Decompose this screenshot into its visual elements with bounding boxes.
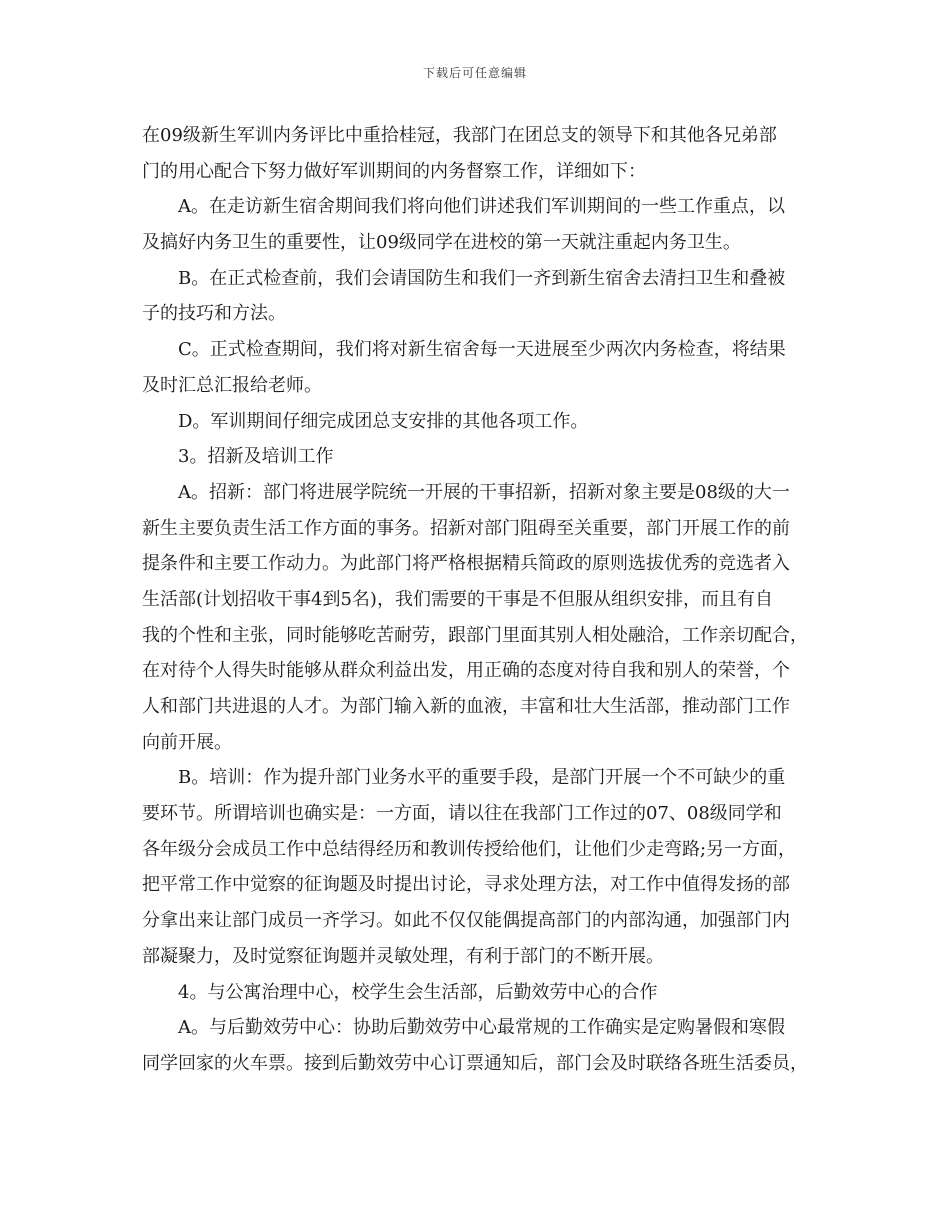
body-text bbox=[142, 118, 814, 1082]
text-line: 要环节。所谓培训也确实是：一方面，请以往在我部门工作过的07、08级同学和 bbox=[142, 803, 782, 825]
text-line: B。培训：作为提升部门业务水平的重要手段，是部门开展一个不可缺少的重 bbox=[178, 767, 786, 789]
text-line: 提条件和主要工作动力。为此部门将严格根据精兵简政的原则选拔优秀的竞选者入 bbox=[142, 553, 790, 575]
text-line: 4。与公寓治理中心，校学生会生活部，后勤效劳中心的合作 bbox=[178, 981, 658, 1003]
text-line: A。在走访新生宿舍期间我们将向他们讲述我们军训期间的一些工作重点，以 bbox=[178, 196, 785, 218]
text-line: B。在正式检查前，我们会请国防生和我们一齐到新生宿舍去清扫卫生和叠被 bbox=[178, 267, 786, 289]
text-line: 向前开展。 bbox=[142, 731, 232, 753]
text-line: 及搞好内务卫生的重要性，让09级同学在进校的第一天就注重起内务卫生。 bbox=[142, 232, 741, 254]
text-line: D。军训期间仔细完成团总支安排的其他各项工作。 bbox=[178, 410, 589, 432]
text-line: 人和部门共进退的人才。为部门输入新的血液，丰富和壮大生活部，推动部门工作 bbox=[142, 696, 790, 717]
text-line: A。招新：部门将进展学院统一开展的干事招新，招新对象主要是08级的大一 bbox=[178, 481, 790, 503]
text-line: 分拿出来让部门成员一齐学习。如此不仅仅能偶提高部门的内部沟通，加强部门内 bbox=[142, 910, 790, 932]
page-header: 下载后可任意编辑 bbox=[422, 66, 527, 80]
text-line: 把平常工作中觉察的征询题及时提出讨论，寻求处理方法，对工作中值得发扬的部 bbox=[142, 874, 790, 896]
text-line: 及时汇总汇报给老师。 bbox=[142, 374, 322, 396]
text-line: 各年级分会成员工作中总结得经历和教训传授给他们，让他们少走弯路;另一方面， bbox=[142, 838, 797, 860]
text-line: 在对待个人得失时能够从群众利益出发，用正确的态度对待自我和别人的荣誉，个 bbox=[142, 660, 790, 682]
text-line: 生活部(计划招收干事4到5名)，我们需要的干事是不但服从组织安排，而且有自 bbox=[142, 588, 773, 610]
text-line: 在09级新生军训内务评比中重拾桂冠，我部门在团总支的领导下和其他各兄弟部 bbox=[142, 125, 777, 146]
text-line: 我的个性和主张，同时能够吃苦耐劳，跟部门里面其别人相处融洽，工作亲切配合， bbox=[142, 624, 808, 646]
text-line: 子的技巧和方法。 bbox=[142, 303, 286, 325]
text-line: 新生主要负责生活工作方面的事务。招新对部门阻碍至关重要，部门开展工作的前 bbox=[142, 517, 790, 539]
text-line: 门的用心配合下努力做好军训期间的内务督察工作，详细如下： bbox=[142, 160, 646, 182]
text-line: C。正式检查期间，我们将对新生宿舍每一天进展至少两次内务检查，将结果 bbox=[178, 339, 786, 361]
text-line: 部凝聚力，及时觉察征询题并灵敏处理，有利于部门的不断开展。 bbox=[142, 945, 664, 967]
text-line: 同学回家的火车票。接到后勤效劳中心订票通知后，部门会及时联络各班生活委员， bbox=[142, 1052, 808, 1074]
text-line: 3。招新及培训工作 bbox=[178, 446, 334, 468]
text-line: A。与后勤效劳中心：协助后勤效劳中心最常规的工作确实是定购暑假和寒假 bbox=[178, 1017, 785, 1039]
